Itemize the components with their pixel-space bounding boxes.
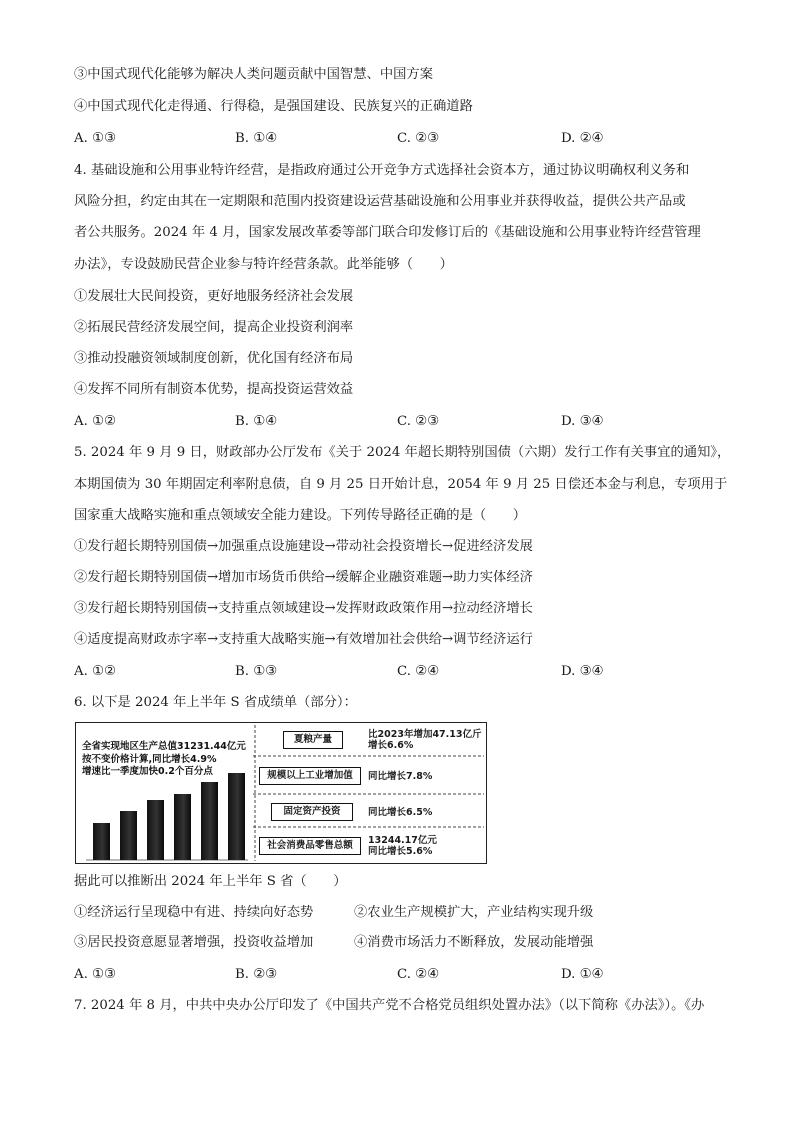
gdp-text-line-1: 全省实现地区生产总值31231.44亿元 (82, 741, 246, 752)
indicator-industry-value: 同比增长7.8% (368, 771, 433, 782)
q4-stem-line-1: 4. 基础设施和公用事业特许经营，是指政府通过公开竞争方式选择社会资本方，通过协议明确权利义务和 (74, 163, 690, 178)
indicator-fixed-asset-label: 固定资产投资 (271, 803, 353, 821)
q4-option-a: A. ①② (74, 414, 116, 429)
q5-option-a: A. ①② (74, 664, 116, 679)
q4-option-c: C. ②③ (397, 414, 439, 429)
q5-item-2: ②发行超长期特别国债→增加市场货币供给→缓解企业融资难题→助力实体经济 (74, 570, 533, 585)
retail-value-line-1: 13244.17亿元 (368, 835, 437, 846)
retail-value-line-2: 同比增长5.6% (368, 846, 433, 857)
q5-stem-line-3: 国家重大战略实施和重点领域安全能力建设。下列传导路径正确的是（ ） (74, 508, 527, 523)
q5-item-4: ④适度提高财政赤字率→支持重大战略实施→有效增加社会供给→调节经济运行 (74, 632, 533, 647)
q4-item-4: ④发挥不同所有制资本优势，提高投资运营效益 (74, 382, 354, 397)
indicator-retail-label: 社会消费品零售总额 (259, 837, 361, 855)
indicator-summer-grain-label: 夏粮产量 (283, 731, 343, 749)
q6-figure (75, 722, 487, 864)
q5-stem-line-2: 本期国债为 30 年期固定利率附息债，自 9 月 25 日开始计息，2054 年 9 月 25 日偿还本金与利息，专项用于 (74, 477, 728, 492)
q6-option-b: B. ②③ (235, 967, 278, 982)
indicator-industry-label: 规模以上工业增加值 (259, 767, 361, 785)
q6-prompt: 据此可以推断出 2024 年上半年 S 省（ ） (74, 874, 347, 889)
q6-item-2: ②农业生产规模扩大，产业结构实现升级 (354, 905, 594, 920)
q4-stem-line-4: 办法》，专设鼓励民营企业参与特许经营条款。此举能够（ ） (74, 257, 453, 272)
q4-item-3: ③推动投融资领域制度创新，优化国有经济布局 (74, 351, 354, 366)
summer-grain-value-line-2: 增长6.6% (368, 740, 414, 751)
indicator-summer-grain-value (368, 729, 482, 751)
q4-item-2: ②拓展民营经济发展空间，提高企业投资利润率 (74, 320, 354, 335)
gdp-bar-4 (174, 794, 191, 860)
q4-item-1: ①发展壮大民间投资，更好地服务经济社会发展 (74, 289, 354, 304)
q4-stem-line-2: 风险分担，约定由其在一定期限和范围内投资建设运营基础设施和公用事业并获得收益，提供公共产品或 (74, 194, 686, 209)
gdp-bar-5 (201, 782, 218, 860)
q6-item-3: ③居民投资意愿显著增强，投资收益增加 (74, 935, 314, 950)
q6-item-4: ④消费市场活力不断释放，发展动能增强 (354, 935, 594, 950)
summer-grain-value-line-1: 比2023年增加47.13亿斤 (368, 729, 482, 740)
q5-stem-line-1: 5. 2024 年 9 月 9 日，财政部办公厅发布《关于 2024 年超长期特别国债（六期）发行工作有关事宜的通知》， (74, 445, 731, 460)
indicator-retail-value (368, 835, 437, 857)
q5-item-1: ①发行超长期特别国债→加强重点设施建设→带动社会投资增长→促进经济发展 (74, 539, 533, 554)
indicator-panel (251, 723, 486, 863)
q3-option-a: A. ①③ (74, 131, 116, 146)
gdp-bar-2 (120, 811, 137, 860)
q5-option-c: C. ②④ (397, 664, 439, 679)
gdp-bar-6 (228, 773, 245, 860)
q4-option-d: D. ③④ (561, 414, 604, 429)
gdp-text-line-3: 增速比一季度加快0.2个百分点 (82, 766, 213, 777)
q4-stem-line-3: 者公共服务。2024 年 4 月，国家发展改革委等部门联合印发修订后的《基础设施和公用事业特许经营管理 (74, 225, 701, 240)
q5-item-3: ③发行超长期特别国债→支持重点领域建设→发挥财政政策作用→拉动经济增长 (74, 601, 533, 616)
q7-stem: 7. 2024 年 8 月，中共中央办公厅印发了《中国共产党不合格党员组织处置办法》（以下简称《办法》）。《办 (74, 998, 705, 1013)
q5-option-d: D. ③④ (561, 664, 604, 679)
q3-item-3: ③中国式现代化能够为解决人类问题贡献中国智慧、中国方案 (74, 67, 434, 82)
q3-option-d: D. ②④ (561, 131, 604, 146)
q6-option-c: C. ②④ (397, 967, 439, 982)
q3-option-c: C. ②③ (397, 131, 439, 146)
q4-option-b: B. ①④ (235, 414, 278, 429)
gdp-text-line-2: 按不变价格计算,同比增长4.9% (82, 753, 217, 765)
indicator-fixed-asset-value: 同比增长6.5% (368, 807, 433, 818)
q6-option-d: D. ①④ (561, 967, 604, 982)
gdp-bar-1 (93, 823, 110, 860)
gdp-panel (76, 723, 251, 863)
gdp-text (82, 741, 246, 779)
q6-stem: 6. 以下是 2024 年上半年 S 省成绩单（部分）： (74, 695, 357, 710)
q5-option-b: B. ①③ (235, 664, 278, 679)
q6-item-1: ①经济运行呈现稳中有进、持续向好态势 (74, 905, 314, 920)
q3-option-b: B. ①④ (235, 131, 278, 146)
gdp-bar-3 (147, 800, 164, 860)
q3-item-4: ④中国式现代化走得通、行得稳，是强国建设、民族复兴的正确道路 (74, 99, 473, 114)
q6-option-a: A. ①③ (74, 967, 116, 982)
